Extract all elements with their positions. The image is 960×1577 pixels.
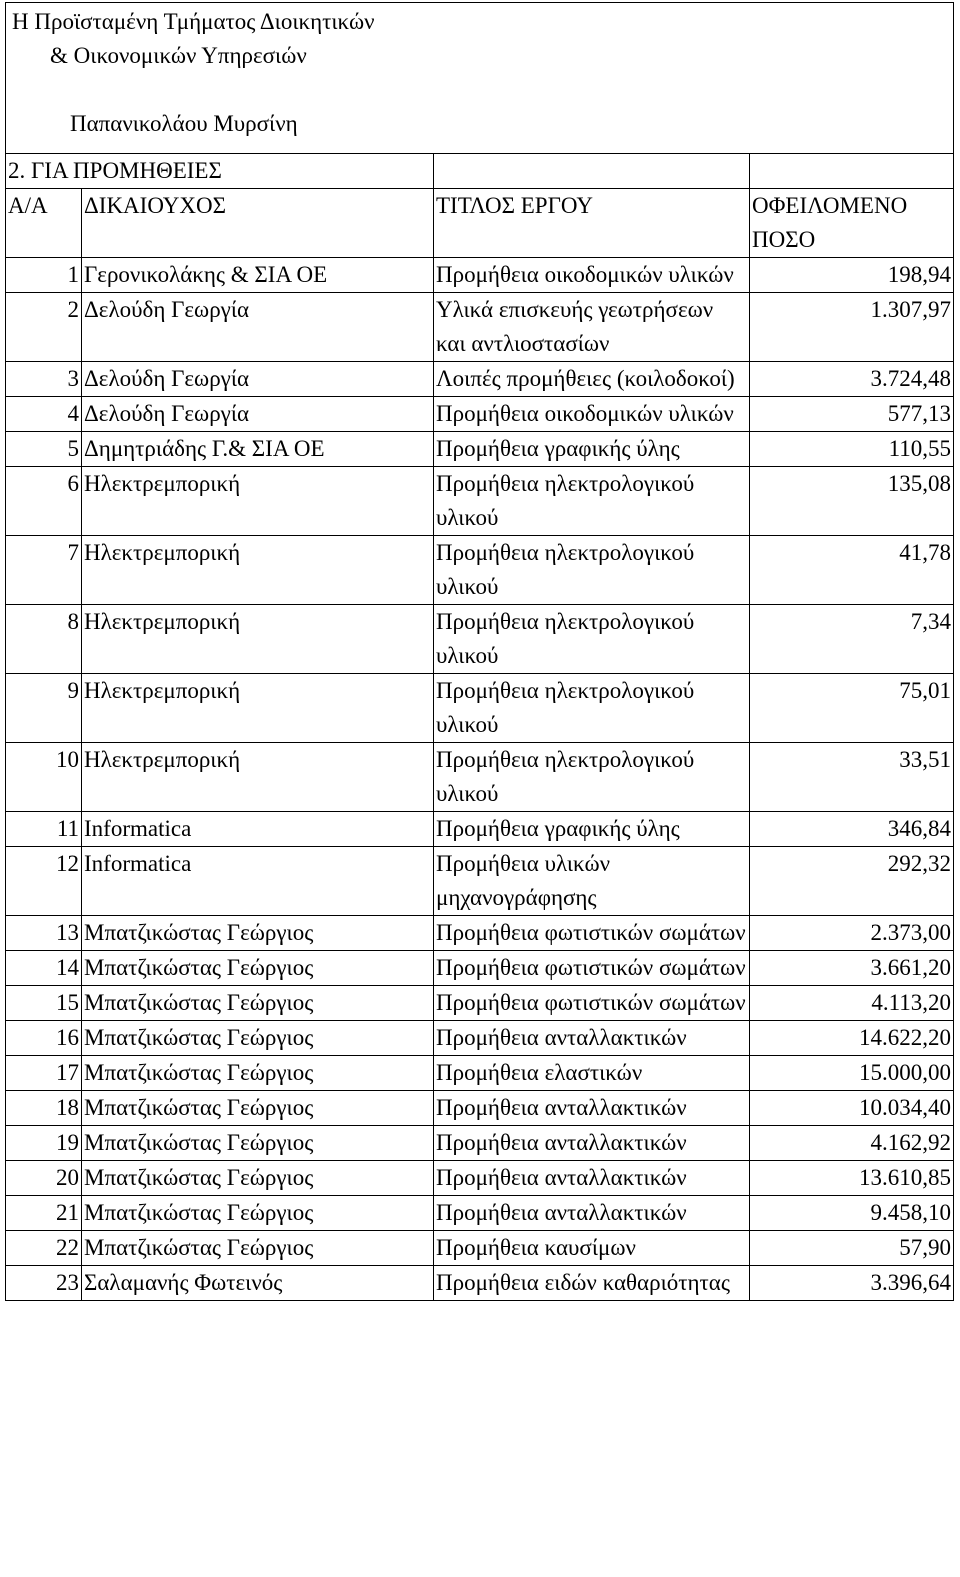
row-number: 9 [6, 674, 82, 743]
row-number: 18 [6, 1091, 82, 1126]
row-beneficiary: Δελούδη Γεωργία [82, 293, 434, 362]
row-amount: 3.396,64 [750, 1266, 954, 1301]
row-amount: 3.661,20 [750, 951, 954, 986]
row-title: Προμήθεια ανταλλακτικών [434, 1021, 750, 1056]
row-title: Προμήθεια ηλεκτρολογικού υλικού [434, 605, 750, 674]
row-number: 5 [6, 432, 82, 467]
row-title: Προμήθεια ηλεκτρολογικού υλικού [434, 467, 750, 536]
row-amount: 9.458,10 [750, 1196, 954, 1231]
row-title: Προμήθεια ανταλλακτικών [434, 1196, 750, 1231]
header-aa: Α/Α [6, 189, 82, 258]
row-amount: 1.307,97 [750, 293, 954, 362]
table-row [6, 1266, 954, 1301]
row-number: 7 [6, 536, 82, 605]
row-beneficiary: Μπατζικώστας Γεώργιος [82, 1021, 434, 1056]
row-number: 3 [6, 362, 82, 397]
row-amount: 135,08 [750, 467, 954, 536]
row-number: 2 [6, 293, 82, 362]
signature-name: Παπανικολάου Μυρσίνη [70, 111, 298, 136]
row-title: Προμήθεια γραφικής ύλης [434, 812, 750, 847]
signature-line-1: Η Προϊσταμένη Τμήματος Διοικητικών [12, 9, 375, 34]
row-beneficiary: Ηλεκτρεμπορική [82, 605, 434, 674]
table-row [6, 397, 954, 432]
row-amount: 292,32 [750, 847, 954, 916]
table-row [6, 536, 954, 605]
row-title: Προμήθεια οικοδομικών υλικών [434, 258, 750, 293]
row-beneficiary: Μπατζικώστας Γεώργιος [82, 986, 434, 1021]
table-row [6, 1056, 954, 1091]
table-row [6, 951, 954, 986]
table-row [6, 258, 954, 293]
row-beneficiary: Ηλεκτρεμπορική [82, 467, 434, 536]
row-number: 19 [6, 1126, 82, 1161]
row-number: 8 [6, 605, 82, 674]
row-beneficiary: Μπατζικώστας Γεώργιος [82, 1126, 434, 1161]
row-title: Προμήθεια ηλεκτρολογικού υλικού [434, 674, 750, 743]
row-number: 11 [6, 812, 82, 847]
row-amount: 7,34 [750, 605, 954, 674]
row-beneficiary: Δελούδη Γεωργία [82, 397, 434, 432]
row-number: 13 [6, 916, 82, 951]
row-amount: 4.162,92 [750, 1126, 954, 1161]
row-number: 4 [6, 397, 82, 432]
table-row [6, 743, 954, 812]
row-amount: 33,51 [750, 743, 954, 812]
row-beneficiary: Μπατζικώστας Γεώργιος [82, 916, 434, 951]
row-title: Προμήθεια ανταλλακτικών [434, 1126, 750, 1161]
row-beneficiary: Σαλαμανής Φωτεινός [82, 1266, 434, 1301]
row-beneficiary: Μπατζικώστας Γεώργιος [82, 1056, 434, 1091]
row-title: Προμήθεια φωτιστικών σωμάτων [434, 951, 750, 986]
table-row [6, 1196, 954, 1231]
row-number: 17 [6, 1056, 82, 1091]
signature-block [6, 3, 954, 154]
table-row [6, 293, 954, 362]
row-number: 6 [6, 467, 82, 536]
section-title-empty-cell [750, 154, 954, 189]
table-row [6, 1091, 954, 1126]
row-title: Προμήθεια γραφικής ύλης [434, 432, 750, 467]
row-beneficiary: Μπατζικώστας Γεώργιος [82, 1091, 434, 1126]
row-title: Προμήθεια καυσίμων [434, 1231, 750, 1266]
table-row [6, 916, 954, 951]
table-row [6, 1126, 954, 1161]
row-number: 15 [6, 986, 82, 1021]
row-amount: 57,90 [750, 1231, 954, 1266]
table-row [6, 674, 954, 743]
signature-line-2: & Οικονομικών Υπηρεσιών [50, 43, 307, 68]
row-title: Υλικά επισκευής γεωτρήσεων και αντλιοστασίων [434, 293, 750, 362]
row-title: Προμήθεια υλικών μηχανογράφησης [434, 847, 750, 916]
row-number: 10 [6, 743, 82, 812]
signature-row [6, 3, 954, 154]
row-amount: 10.034,40 [750, 1091, 954, 1126]
payments-table [5, 2, 954, 1301]
row-beneficiary: Μπατζικώστας Γεώργιος [82, 951, 434, 986]
row-beneficiary: Informatica [82, 847, 434, 916]
row-title: Προμήθεια οικοδομικών υλικών [434, 397, 750, 432]
header-row [6, 189, 954, 258]
row-number: 23 [6, 1266, 82, 1301]
table-row [6, 1021, 954, 1056]
header-amount: ΟΦΕΙΛΟΜΕΝΟ ΠΟΣΟ [750, 189, 954, 258]
row-beneficiary: Μπατζικώστας Γεώργιος [82, 1161, 434, 1196]
table-row [6, 812, 954, 847]
row-amount: 346,84 [750, 812, 954, 847]
row-beneficiary: Μπατζικώστας Γεώργιος [82, 1231, 434, 1266]
table-row [6, 362, 954, 397]
section-title-empty-cell [434, 154, 750, 189]
row-title: Προμήθεια ανταλλακτικών [434, 1161, 750, 1196]
row-title: Προμήθεια ηλεκτρολογικού υλικού [434, 536, 750, 605]
table-row [6, 1231, 954, 1266]
row-beneficiary: Ηλεκτρεμπορική [82, 743, 434, 812]
row-title: Προμήθεια φωτιστικών σωμάτων [434, 916, 750, 951]
row-beneficiary: Γερονικολάκης & ΣΙΑ ΟΕ [82, 258, 434, 293]
table-row [6, 605, 954, 674]
table-row [6, 1161, 954, 1196]
row-amount: 3.724,48 [750, 362, 954, 397]
row-number: 1 [6, 258, 82, 293]
row-number: 16 [6, 1021, 82, 1056]
row-amount: 198,94 [750, 258, 954, 293]
row-title: Προμήθεια ελαστικών [434, 1056, 750, 1091]
row-amount: 4.113,20 [750, 986, 954, 1021]
row-beneficiary: Informatica [82, 812, 434, 847]
row-title: Προμήθεια ειδών καθαριότητας [434, 1266, 750, 1301]
header-title: ΤΙΤΛΟΣ ΕΡΓΟΥ [434, 189, 750, 258]
row-beneficiary: Δημητριάδης Γ.& ΣΙΑ ΟΕ [82, 432, 434, 467]
table-row [6, 847, 954, 916]
row-amount: 13.610,85 [750, 1161, 954, 1196]
row-amount: 41,78 [750, 536, 954, 605]
row-beneficiary: Ηλεκτρεμπορική [82, 536, 434, 605]
row-amount: 75,01 [750, 674, 954, 743]
row-amount: 14.622,20 [750, 1021, 954, 1056]
table-row [6, 467, 954, 536]
header-beneficiary: ΔΙΚΑΙΟΥΧΟΣ [82, 189, 434, 258]
row-amount: 577,13 [750, 397, 954, 432]
row-number: 21 [6, 1196, 82, 1231]
table-row [6, 432, 954, 467]
row-amount: 2.373,00 [750, 916, 954, 951]
row-beneficiary: Μπατζικώστας Γεώργιος [82, 1196, 434, 1231]
row-number: 20 [6, 1161, 82, 1196]
row-title: Προμήθεια ανταλλακτικών [434, 1091, 750, 1126]
section-title-row [6, 154, 954, 189]
row-title: Λοιπές προμήθειες (κοιλοδοκοί) [434, 362, 750, 397]
section-title: 2. ΓΙΑ ΠΡΟΜΗΘΕΙΕΣ [6, 154, 434, 189]
row-amount: 110,55 [750, 432, 954, 467]
row-title: Προμήθεια φωτιστικών σωμάτων [434, 986, 750, 1021]
table-row [6, 986, 954, 1021]
row-number: 14 [6, 951, 82, 986]
row-beneficiary: Ηλεκτρεμπορική [82, 674, 434, 743]
row-title: Προμήθεια ηλεκτρολογικού υλικού [434, 743, 750, 812]
row-number: 22 [6, 1231, 82, 1266]
row-number: 12 [6, 847, 82, 916]
row-beneficiary: Δελούδη Γεωργία [82, 362, 434, 397]
row-amount: 15.000,00 [750, 1056, 954, 1091]
